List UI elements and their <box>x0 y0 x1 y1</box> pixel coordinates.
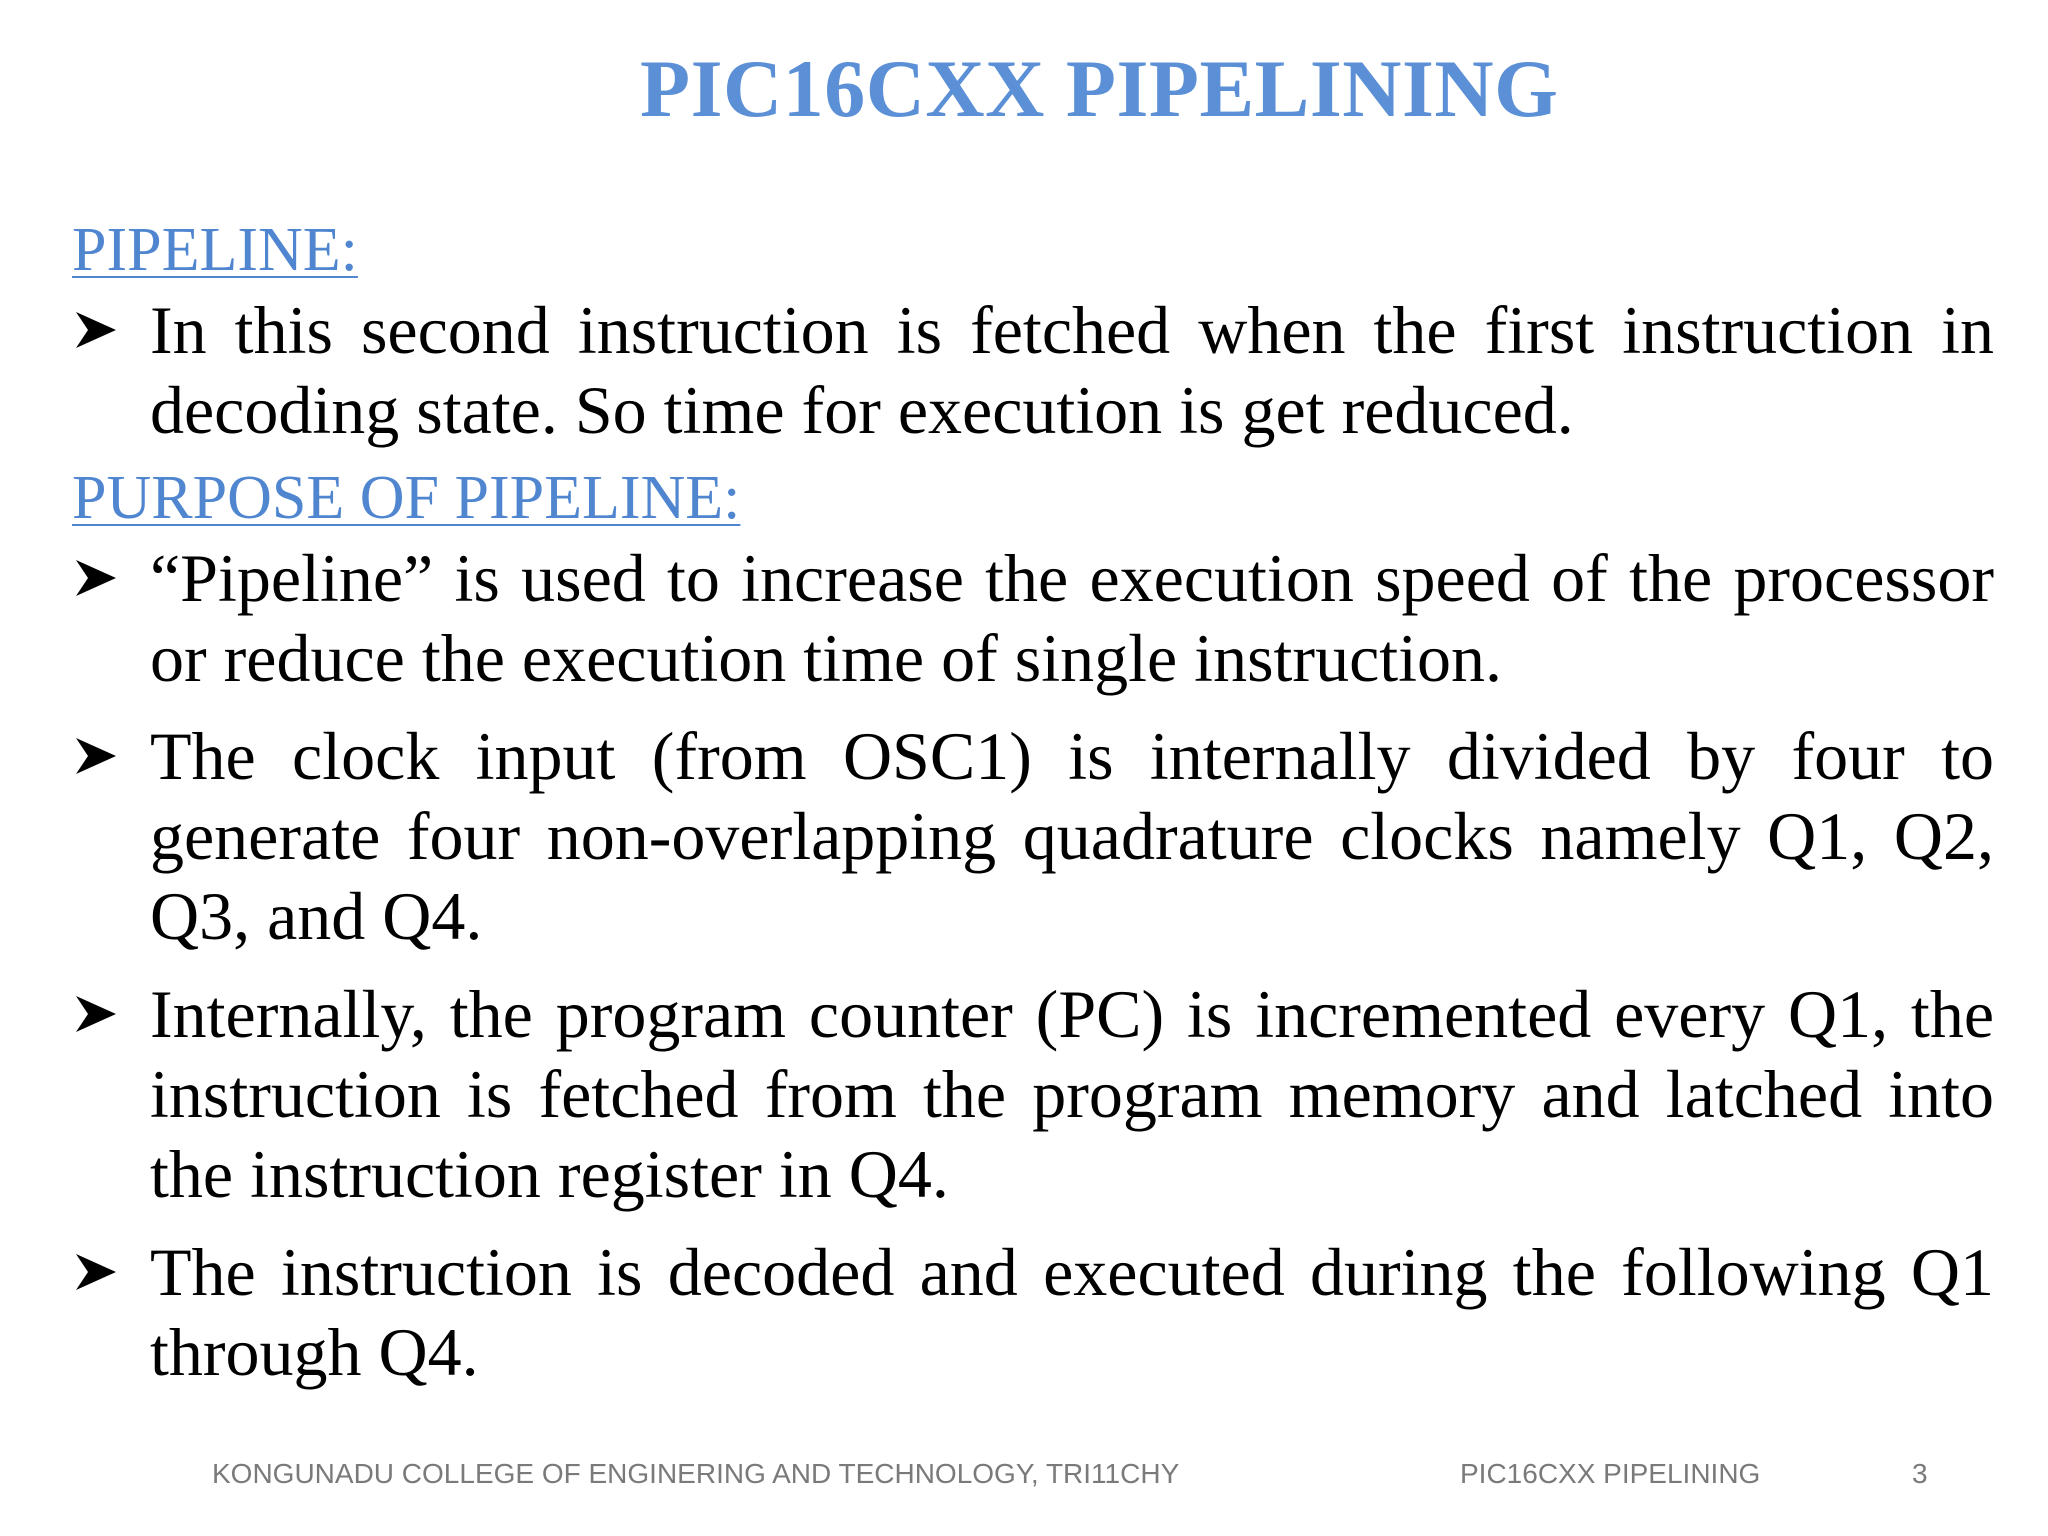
bullet-item <box>72 716 1994 956</box>
arrowhead-bullet-icon <box>72 1232 128 1312</box>
section-heading-purpose-of-pipeline: PURPOSE OF PIPELINE: <box>72 464 741 532</box>
slide-content <box>72 212 1994 1410</box>
bullet-text: The instruction is decoded and executed during the following Q1 through Q4. <box>150 1234 1994 1390</box>
bullet-text: “Pipeline” is used to increase the execution speed of the processor or reduce the execution time of single instruction. <box>150 540 1994 696</box>
footer-page-number: 3 <box>1912 1458 1928 1489</box>
footer-topic: PIC16CXX PIPELINING <box>1460 1458 1761 1489</box>
arrowhead-bullet-icon <box>72 290 128 370</box>
bullet-text: Internally, the program counter (PC) is incremented every Q1, the instruction is fetched from the program memory and latched into the instruction register in Q4. <box>150 976 1994 1212</box>
bullet-item <box>72 538 1994 698</box>
arrowhead-bullet-icon <box>72 716 128 796</box>
footer-institution: KONGUNADU COLLEGE OF ENGINERING AND TECHNOLOGY, TRI11CHY <box>212 1458 1180 1489</box>
slide-title: PIC16CXX PIPELINING <box>640 43 1559 134</box>
bullet-item <box>72 1232 1994 1392</box>
arrowhead-bullet-icon <box>72 538 128 618</box>
bullet-text: In this second instruction is fetched when the first instruction in decoding state. So time for execution is get reduced. <box>150 292 1994 448</box>
section-heading-pipeline: PIPELINE: <box>72 216 358 284</box>
bullet-item <box>72 974 1994 1214</box>
bullet-text: The clock input (from OSC1) is internally divided by four to generate four non-overlapping quadrature clocks namely Q1, Q2, Q3, and Q4. <box>150 718 1994 954</box>
arrowhead-bullet-icon <box>72 974 128 1054</box>
bullet-item <box>72 290 1994 450</box>
